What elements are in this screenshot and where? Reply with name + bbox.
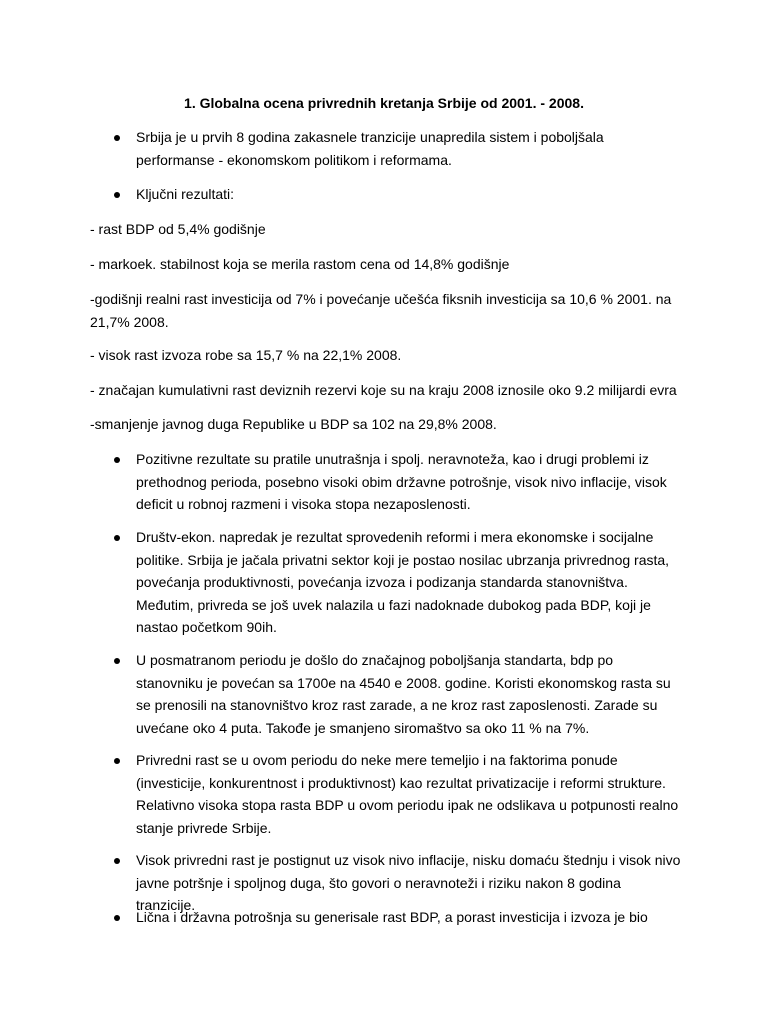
bullet-item xyxy=(112,183,682,206)
bullet-text: Pozitivne rezultate su pratile unutrašnja i spolj. neravnoteža, kao i drugi problemi iz prethodnog perioda, posebno visoki obim državne potrošnje, visok nivo inflacije, visok deficit u robnoj razmeni i visoka stopa nezaposlenosti. xyxy=(136,451,667,512)
bullet-text: Srbija je u prvih 8 godina zakasnele tranzicije unapredila sistem i poboljšala performanse - ekonomskom politikom i reformama. xyxy=(136,129,604,168)
result-line: - visok rast izvoza robe sa 15,7 % na 22,1% 2008. xyxy=(90,347,402,363)
bullet-item xyxy=(112,649,682,739)
result-line: - značajan kumulativni rast deviznih rezervi koje su na kraju 2008 iznosile oko 9.2 milijardi evra xyxy=(90,382,677,398)
bullet-text: U posmatranom periodu je došlo do značajnog poboljšanja standarta, bdp po stanovniku je povećan sa 1700e na 4540 e 2008. godine. Koristi ekonomskog rasta su se prenosili na stanovništvo kroz rast zarade, a ne kroz rast zaposlenosti. Zarade su uvećane oko 4 puta. Takođe je smanjeno siromaštvo sa oko 11 % na 7%. xyxy=(136,652,671,736)
result-line: - rast BDP od 5,4% godišnje xyxy=(90,221,266,237)
bullet-text: Ključni rezultati: xyxy=(136,186,235,202)
document-heading: 1. Globalna ocena privrednih kretanja Srbije od 2001. - 2008. xyxy=(184,95,584,111)
result-line: -godišnji realni rast investicija od 7% i povećanje učešća fiksnih investicija sa 10,6 % 2001. na 21,7% 2008. xyxy=(90,291,672,330)
bullet-text: Društv-ekon. napredak je rezultat sprovedenih reformi i mera ekonomske i socijalne politike. Srbija je jačala privatni sektor koji je postao nosilac ubrzanja privrednog rasta, povećanja produktivnosti, povećanja izvoza i podizanja standarda stanovništva. Međutim, privreda se još uvek nalazila u fazi nadoknade dubokog pada BDP, koji je nastao početkom 90ih. xyxy=(136,529,670,635)
bullet-text: Visok privredni rast je postignut uz visok nivo inflacije, nisku domaću štednju i visok nivo javne potršnje i spoljnog duga, što govori o neravnoteži i riziku nakon 8 godina tranzicije. xyxy=(136,852,681,913)
result-line: - markoek. stabilnost koja se merila rastom cena od 14,8% godišnje xyxy=(90,256,510,272)
bullet-item xyxy=(112,906,682,929)
bullet-item xyxy=(112,448,682,516)
bullet-item xyxy=(112,749,682,839)
bullet-text: Privredni rast se u ovom periodu do neke mere temeljio i na faktorima ponude (investicije, konkurentnost i produktivnost) kao rezultat privatizacije i reformi strukture. Relativno visoka stopa rasta BDP u ovom periodu ipak ne odslikava u potpunosti realno stanje privrede Srbije. xyxy=(136,752,679,836)
bullet-text: Lična i državna potrošnja su generisale rast BDP, a porast investicija i izvoza je bio xyxy=(136,909,648,925)
bullet-item xyxy=(112,526,682,639)
result-line: -smanjenje javnog duga Republike u BDP sa 102 na 29,8% 2008. xyxy=(90,416,497,432)
bullet-item xyxy=(112,126,682,171)
